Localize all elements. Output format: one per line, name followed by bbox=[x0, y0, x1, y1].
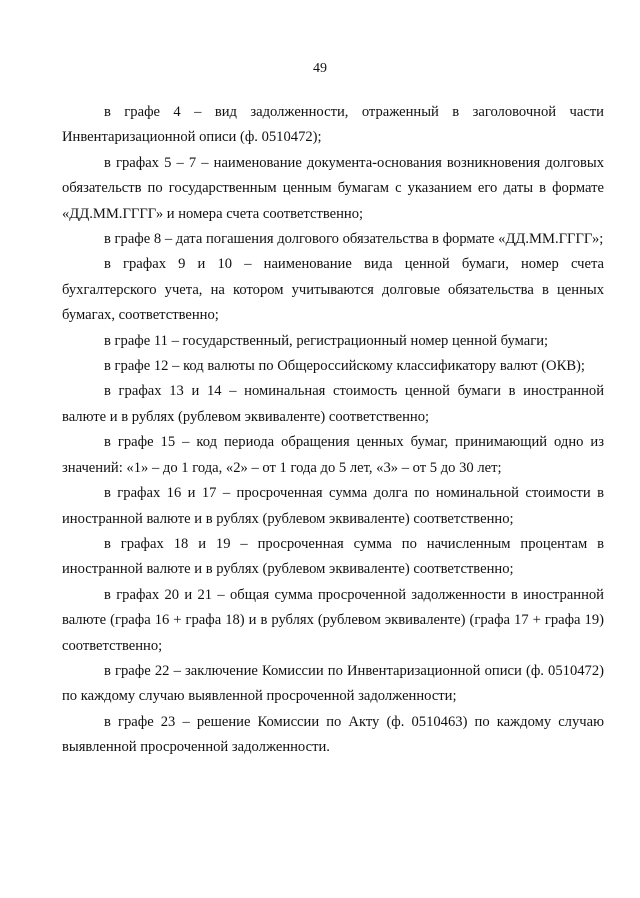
paragraph: в графах 13 и 14 – номинальная стоимость ценной бумаги в иностранной валюте и в рублях (рублевом эквиваленте) соответственно; bbox=[62, 383, 604, 425]
page-number: 49 bbox=[313, 61, 327, 76]
paragraph: в графе 4 – вид задолженности, отраженный в заголовочной части Инвентаризационной описи (ф. 0510472); bbox=[62, 104, 604, 146]
paragraph: в графах 20 и 21 – общая сумма просроченной задолженности в иностранной валюте (графа 16 + графа 18) и в рублях (рублевом эквиваленте) (графа 17 + графа 19) соответственно; bbox=[62, 586, 604, 654]
paragraph: в графах 5 – 7 – наименование документа-основания возникновения долговых обязательств по государственным ценным бумагам с указанием его даты в формате «ДД.ММ.ГГГГ» и номера счета соответственно; bbox=[62, 154, 604, 222]
paragraph: в графах 9 и 10 – наименование вида ценной бумаги, номер счета бухгалтерского учета, на котором учитываются долговые обязательства в ценных бумагах, соответственно; bbox=[62, 256, 604, 324]
paragraph: в графе 11 – государственный, регистрационный номер ценной бумаги; bbox=[104, 332, 549, 349]
paragraph: в графе 8 – дата погашения долгового обязательства в формате «ДД.ММ.ГГГГ»; bbox=[104, 231, 604, 248]
paragraph: в графах 16 и 17 – просроченная сумма долга по номинальной стоимости в иностранной валюте и в рублях (рублевом эквиваленте) соответственно; bbox=[62, 485, 604, 527]
paragraph: в графе 15 – код периода обращения ценных бумаг, принимающий одно из значений: «1» – до 1 года, «2» – от 1 года до 5 лет, «3» – от 5 до 30 лет; bbox=[62, 434, 604, 476]
paragraph: в графе 22 – заключение Комиссии по Инвентаризационной описи (ф. 0510472) по каждому случаю выявленной просроченной задолженности; bbox=[62, 662, 604, 705]
paragraph: в графе 12 – код валюты по Общероссийскому классификатору валют (ОКВ); bbox=[104, 358, 585, 375]
paragraph: в графах 18 и 19 – просроченная сумма по начисленным процентам в иностранной валюте и в рублях (рублевом эквиваленте) соответственно; bbox=[62, 535, 604, 578]
document-body bbox=[62, 100, 604, 761]
paragraph: в графе 23 – решение Комиссии по Акту (ф. 0510463) по каждому случаю выявленной просроченной задолженности. bbox=[62, 713, 604, 756]
